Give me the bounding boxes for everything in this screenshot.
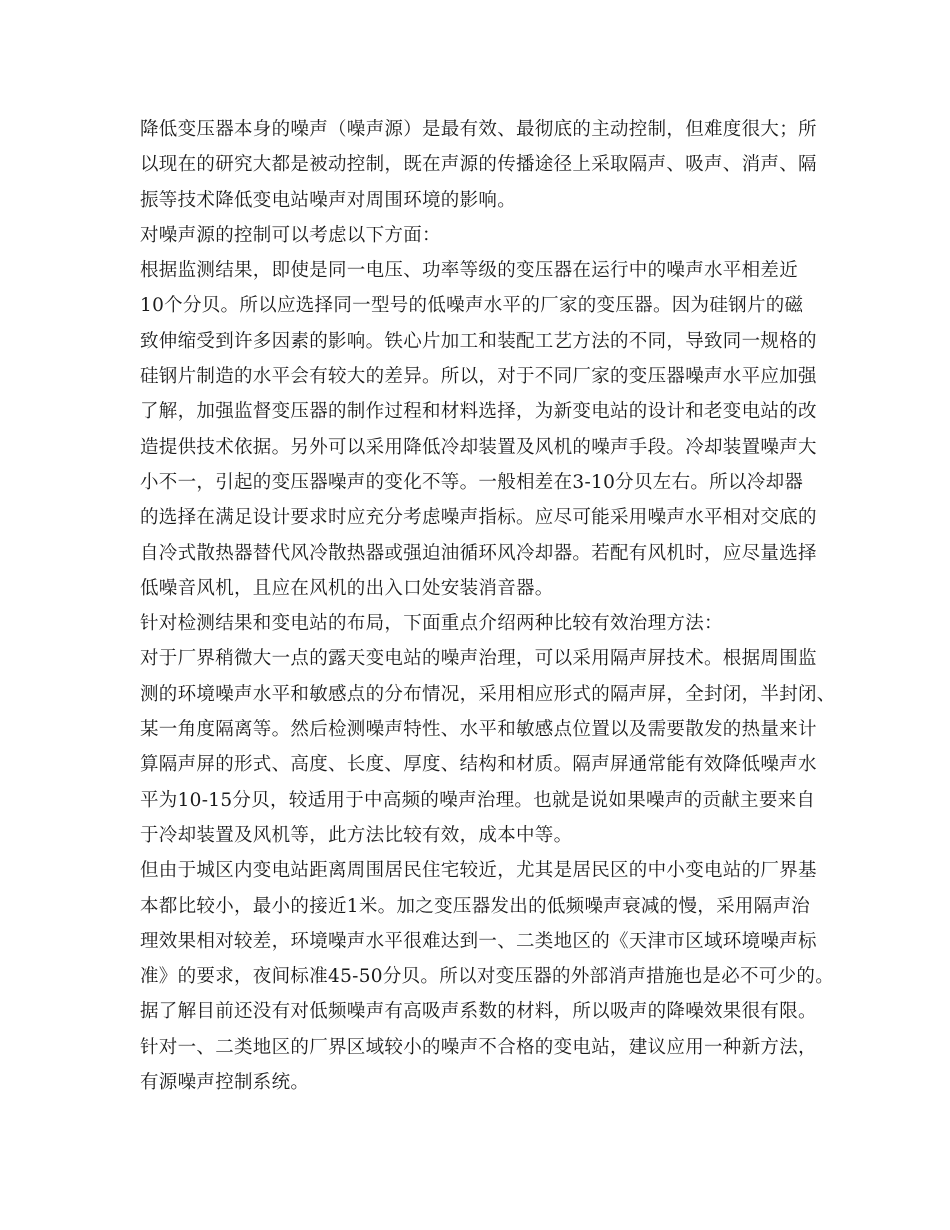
text-line: 振等技术降低变电站噪声对周围环境的影响。 [140, 189, 517, 211]
text-line: 造提供技术依据。另外可以采用降低冷却装置及风机的噪声手段。冷却装置噪声大 [140, 436, 817, 458]
text-line: 算隔声屏的形式、高度、长度、厚度、结构和材质。隔声屏通常能有效降低噪声水 [140, 754, 817, 776]
text-line: 对噪声源的控制可以考虑以下方面： [140, 224, 441, 246]
text-line: 致伸缩受到许多因素的影响。铁心片加工和装配工艺方法的不同，导致同一规格的 [140, 330, 817, 352]
text-line: 据了解目前还没有对低频噪声有高吸声系数的材料，所以吸声的降噪效果很有限。 [140, 1001, 817, 1023]
text-line: 准》的要求，夜间标准45-50分贝。所以对变压器的外部消声措施也是必不可少的。 [140, 966, 835, 988]
text-line: 某一角度隔离等。然后检测噪声特性、水平和敏感点位置以及需要散发的热量来计 [140, 719, 817, 741]
text-line: 有源噪声控制系统。 [140, 1072, 310, 1094]
text-line: 自冷式散热器替代风冷散热器或强迫油循环风冷却器。若配有风机时，应尽量选择 [140, 542, 817, 564]
text-line: 以现在的研究大都是被动控制，既在声源的传播途径上采取隔声、吸声、消声、隔 [140, 154, 817, 176]
text-line: 测的环境噪声水平和敏感点的分布情况，采用相应形式的隔声屏，全封闭，半封闭、 [140, 683, 836, 705]
text-line: 10个分贝。所以应选择同一型号的低噪声水平的厂家的变压器。因为硅钢片的磁 [140, 295, 804, 317]
text-line: 针对一、二类地区的厂界区域较小的噪声不合格的变电站，建议应用一种新方法， [140, 1036, 817, 1058]
text-line: 硅钢片制造的水平会有较大的差异。所以，对于不同厂家的变压器噪声水平应加强 [140, 366, 817, 388]
text-line: 但由于城区内变电站距离周围居民住宅较近，尤其是居民区的中小变电站的厂界基 [140, 860, 817, 882]
body-text [140, 112, 836, 1100]
text-line: 针对检测结果和变电站的布局，下面重点介绍两种比较有效治理方法： [140, 613, 723, 635]
text-line: 本都比较小，最小的接近1米。加之变压器发出的低频噪声衰减的慢，采用隔声治 [140, 895, 811, 917]
text-line: 理效果相对较差，环境噪声水平很难达到一、二类地区的《天津市区域环境噪声标 [140, 930, 817, 952]
text-line: 降低变压器本身的噪声（噪声源）是最有效、最彻底的主动控制，但难度很大；所 [140, 119, 817, 140]
text-line: 于冷却装置及风机等，此方法比较有效，成本中等。 [140, 824, 573, 846]
text-line: 平为10-15分贝，较适用于中高频的噪声治理。也就是说如果噪声的贡献主要来自 [140, 789, 816, 811]
text-line: 低噪音风机，且应在风机的出入口处安装消音器。 [140, 577, 554, 599]
text-line: 对于厂界稍微大一点的露天变电站的噪声治理，可以采用隔声屏技术。根据周围监 [140, 648, 817, 670]
text-line: 小不一，引起的变压器噪声的变化不等。一般相差在3-10分贝左右。所以冷却器 [140, 471, 804, 493]
text-line: 了解，加强监督变压器的制作过程和材料选择，为新变电站的设计和老变电站的改 [140, 401, 817, 423]
text-line: 根据监测结果，即使是同一电压、功率等级的变压器在运行中的噪声水平相差近 [140, 260, 799, 282]
text-line: 的选择在满足设计要求时应充分考虑噪声指标。应尽可能采用噪声水平相对交底的 [140, 507, 817, 529]
